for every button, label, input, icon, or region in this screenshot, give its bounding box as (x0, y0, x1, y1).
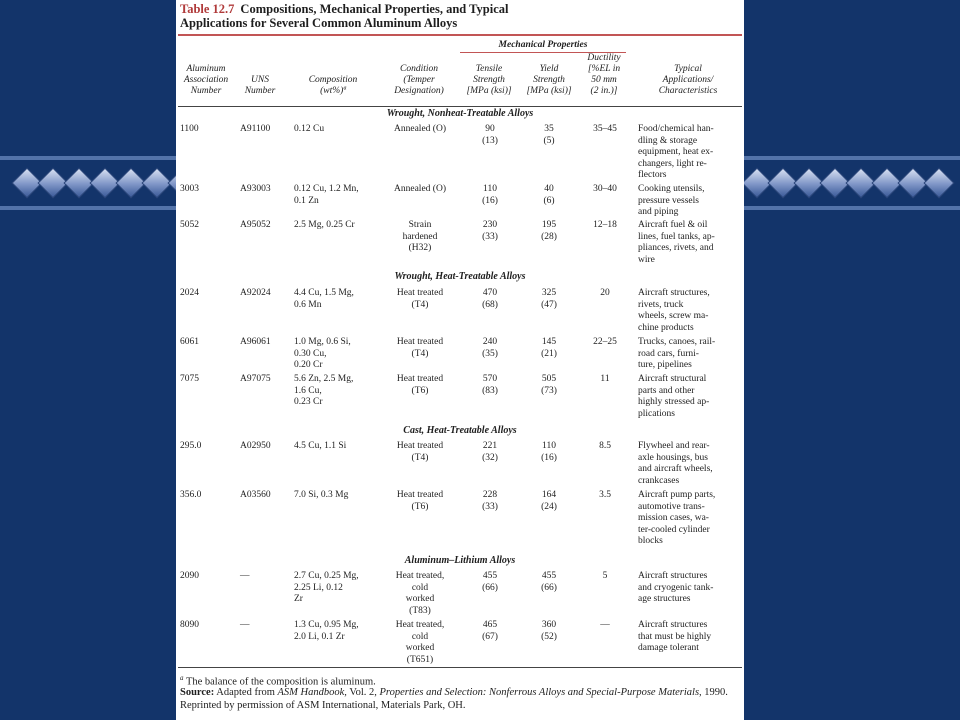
cell-cond (378, 490, 462, 513)
cell-comp (294, 490, 388, 502)
cell-cond (378, 184, 462, 196)
cell-tens-line: 240 (482, 337, 498, 347)
cell-aa: 2024 (180, 288, 199, 298)
cell-app-line: Aircraft structures (638, 620, 708, 630)
cell-app (638, 124, 742, 182)
cell-cond-line: Heat treated (396, 441, 444, 451)
header-uns (236, 75, 284, 97)
cell-app (638, 620, 742, 655)
footnote-text: The balance of the composition is aluminum. (185, 676, 376, 688)
cell-duct: 8.5 (599, 441, 611, 451)
cell-cond-line: Heat treated (396, 374, 444, 384)
cell-uns: A02950 (240, 441, 271, 451)
cell-app-line: Trucks, canoes, rail- (638, 337, 716, 347)
cell-comp-line: 0.6 Mn (294, 299, 322, 310)
cell-yield-line: 325 (541, 288, 557, 298)
cell-app-line: and cryogenic tank- (638, 582, 714, 593)
cell-comp-line: 1.3 Cu, 0.95 Mg, (294, 620, 359, 630)
cell-tens-line: 455 (482, 571, 498, 581)
cell-duct: 12–18 (593, 220, 617, 230)
decor-diamonds-right (744, 166, 952, 200)
cell-yield (518, 288, 580, 311)
cell-tens-line: (33) (482, 231, 498, 242)
header-app-line: Characteristics (658, 86, 718, 96)
cell-tens-line: (83) (482, 385, 498, 396)
cell-app-line: and piping (638, 207, 679, 217)
header-tens-line: [MPa (ksi)] (466, 86, 512, 96)
cell-comp (294, 441, 388, 453)
header-aa-line: Aluminum (186, 64, 226, 74)
cell-cond-line: (T83) (409, 605, 431, 616)
diamond-ornament (923, 167, 954, 198)
cell-duct: 11 (600, 374, 610, 384)
cell-app-line: highly stressed ap- (638, 397, 710, 407)
table-page (176, 0, 744, 720)
cell-app-line: flectors (638, 170, 667, 180)
header-comp (288, 75, 378, 97)
cell-app-line: Aircraft structures, (638, 288, 710, 298)
cell-duct: 3.5 (599, 490, 611, 500)
cell-comp-line: 2.25 Li, 0.12 (294, 582, 343, 593)
cell-cond (378, 124, 462, 136)
cell-app-line: ter-cooled cylinder (638, 524, 710, 535)
header-duct-line: Ductility (587, 53, 621, 63)
header-comp-line: (wt%)ª (320, 86, 346, 96)
cell-tens-line: (33) (482, 501, 498, 512)
cell-yield-line: 195 (541, 220, 557, 230)
cell-cond-line: worked (405, 594, 435, 604)
header-duct-line: [%EL in (587, 64, 621, 74)
cell-aa: 2090 (180, 571, 199, 581)
cell-app (638, 490, 742, 548)
cell-yield (518, 620, 580, 643)
cell-uns: A95052 (240, 220, 271, 230)
cell-uns: — (240, 571, 250, 581)
cell-yield-line: 110 (542, 441, 556, 451)
cell-uns: A93003 (240, 184, 271, 194)
cell-app (638, 288, 742, 334)
cell-cond-line: hardened (402, 231, 438, 242)
cell-cond (378, 220, 462, 255)
header-uns-line: Number (244, 86, 276, 96)
cell-comp-line: Zr (294, 594, 303, 604)
cell-yield-line: 145 (541, 337, 557, 347)
section-heading: Wrought, Heat-Treatable Alloys (394, 271, 526, 282)
cell-aa: 1100 (180, 124, 199, 134)
header-yield-line: [MPa (ksi)] (526, 86, 572, 96)
cell-app-line: blocks (638, 536, 663, 546)
cell-app (638, 184, 742, 219)
cell-aa: 5052 (180, 220, 199, 230)
cell-yield (518, 184, 580, 207)
cell-app-line: ture, pipelines (638, 360, 692, 370)
header-rule (178, 106, 742, 107)
cell-comp-line: 2.7 Cu, 0.25 Mg, (294, 571, 359, 581)
cell-tens (458, 571, 522, 594)
cell-yield-line: (16) (541, 452, 557, 463)
cell-comp-line: 0.12 Cu (294, 124, 325, 134)
cell-comp (294, 374, 388, 409)
cell-comp (294, 571, 388, 606)
cell-tens-line: 110 (483, 184, 497, 194)
section-heading: Aluminum–Lithium Alloys (404, 555, 516, 566)
cell-comp-line: 1.6 Cu, (294, 385, 322, 396)
table-title-line2: Applications for Several Common Aluminum Alloys (180, 16, 458, 30)
cell-comp (294, 288, 388, 311)
cell-yield-line: (52) (541, 631, 557, 642)
header-aa (176, 64, 236, 97)
cell-app-line: age structures (638, 594, 691, 604)
cell-cond-line: cold (411, 582, 429, 593)
cell-app-line: dling & storage (638, 135, 698, 146)
cell-tens (458, 124, 522, 147)
cell-app-line: plications (638, 408, 675, 419)
cell-tens-line: (32) (482, 452, 498, 463)
cell-cond-line: (T4) (411, 299, 429, 310)
cell-yield-line: (73) (541, 385, 557, 396)
cell-cond-line: worked (405, 643, 435, 653)
cell-aa: 6061 (180, 337, 199, 347)
cell-cond-line: Heat treated (396, 337, 444, 347)
cell-app-line: wheels, screw ma- (638, 311, 709, 321)
cell-cond-line: (T4) (411, 348, 429, 359)
cell-app-line: Aircraft structures (638, 571, 708, 581)
cell-yield-line: (21) (541, 348, 557, 359)
cell-cond (378, 441, 462, 464)
cell-app-line: rivets, truck (638, 299, 684, 310)
cell-app-line: Food/chemical han- (638, 124, 714, 134)
cell-yield-line: 164 (541, 490, 557, 500)
title-rule (178, 34, 742, 36)
cell-tens (458, 184, 522, 207)
header-app-line: Applications/ (662, 75, 714, 85)
header-yield-line: Strength (533, 75, 565, 85)
cell-tens-line: (67) (482, 631, 498, 642)
cell-app-line: wire (638, 254, 655, 265)
cell-yield (518, 220, 580, 243)
table-bottom-rule (178, 667, 742, 668)
cell-tens-line: 570 (482, 374, 498, 384)
cell-cond-line: (T6) (411, 385, 429, 396)
header-aa-line: Association (183, 75, 229, 85)
header-yield (518, 64, 580, 97)
cell-app (638, 374, 742, 420)
cell-cond-line: Heat treated (396, 490, 444, 500)
cell-app-line: mission cases, wa- (638, 513, 709, 523)
cell-yield (518, 337, 580, 360)
cell-app-line: Aircraft pump parts, (638, 490, 716, 500)
cell-comp (294, 337, 388, 372)
header-comp-line: Composition (308, 75, 358, 85)
cell-tens-line: (66) (482, 582, 498, 593)
mechanical-properties-header: Mechanical Properties (498, 40, 588, 50)
cell-uns: A96061 (240, 337, 271, 347)
cell-comp (294, 124, 388, 136)
cell-cond-line: Strain (408, 220, 432, 230)
cell-tens-line: 90 (485, 124, 495, 134)
cell-cond (378, 620, 462, 666)
cell-app-line: axle housings, bus (638, 452, 708, 463)
cell-app-line: changers, light re- (638, 158, 707, 169)
table-title-line1: Compositions, Mechanical Properties, and Typical (240, 2, 509, 16)
cell-cond (378, 571, 462, 617)
cell-tens (458, 490, 522, 513)
cell-tens (458, 441, 522, 464)
cell-duct: 30–40 (593, 184, 617, 194)
cell-yield-line: (6) (543, 195, 555, 206)
cell-app-line: equipment, heat ex- (638, 147, 714, 157)
cell-yield-line: 505 (541, 374, 557, 384)
cell-comp (294, 184, 388, 207)
section-heading: Cast, Heat-Treatable Alloys (403, 425, 517, 436)
cell-aa: 8090 (180, 620, 199, 630)
cell-cond (378, 337, 462, 360)
cell-duct: 35–45 (593, 124, 617, 134)
cell-comp-line: 0.1 Zn (294, 195, 319, 206)
cell-duct: — (600, 620, 610, 630)
cell-cond-line: Annealed (O) (394, 124, 446, 134)
cell-app-line: crankcases (638, 475, 680, 486)
cell-duct: 20 (600, 288, 610, 298)
cell-comp-line: 4.4 Cu, 1.5 Mg, (294, 288, 354, 298)
cell-comp (294, 220, 388, 232)
table-title (180, 2, 508, 30)
cell-tens-line: (16) (482, 195, 498, 206)
cell-yield (518, 571, 580, 594)
cell-tens-line: (68) (482, 299, 498, 310)
header-app-line: Typical (674, 64, 702, 74)
cell-aa: 356.0 (180, 490, 202, 500)
cell-comp-line: 2.5 Mg, 0.25 Cr (294, 220, 355, 230)
cell-app-line: pressure vessels (638, 195, 699, 206)
cell-tens (458, 220, 522, 243)
cell-cond-line: (T651) (406, 654, 434, 665)
cell-cond-line: (T6) (411, 501, 429, 512)
cell-comp-line: 4.5 Cu, 1.1 Si (294, 441, 347, 451)
cell-cond-line: Heat treated (396, 288, 444, 298)
cell-cond-line: Heat treated, (395, 571, 445, 581)
cell-app-line: road cars, furni- (638, 348, 699, 359)
cell-aa: 3003 (180, 184, 199, 194)
header-cond-line: Condition (399, 64, 438, 74)
cell-comp-line: 5.6 Zn, 2.5 Mg, (294, 374, 354, 384)
header-tens (458, 64, 520, 97)
cell-yield (518, 441, 580, 464)
cell-cond-line: Heat treated, (395, 620, 445, 630)
cell-comp-line: 2.0 Li, 0.1 Zr (294, 631, 345, 642)
source-note (180, 686, 740, 712)
cell-yield (518, 490, 580, 513)
cell-app (638, 337, 742, 372)
source-book: ASM Handbook, (277, 687, 347, 698)
cell-yield-line: (28) (541, 231, 557, 242)
cell-app-line: that must be highly (638, 631, 712, 642)
cell-tens-line: 221 (482, 441, 498, 451)
header-duct-line: 50 mm (591, 75, 617, 85)
cell-uns: A03560 (240, 490, 271, 500)
cell-app-line: lines, fuel tanks, ap- (638, 231, 715, 242)
cell-cond (378, 288, 462, 311)
cell-app-line: chine products (638, 322, 694, 333)
cell-comp (294, 620, 388, 643)
header-aa-line: Number (190, 86, 222, 96)
cell-cond-line: (H32) (408, 243, 432, 253)
cell-app-line: Aircraft structural (638, 374, 707, 384)
cell-yield-line: 455 (541, 571, 557, 581)
cell-app-line: pliances, rivets, and (638, 243, 714, 253)
header-duct-line: (2 in.)] (590, 86, 618, 96)
cell-uns: A91100 (240, 124, 271, 134)
cell-tens-line: (13) (482, 135, 498, 146)
header-tens-line: Strength (473, 75, 505, 85)
cell-yield-line: 40 (544, 184, 554, 194)
section-heading: Wrought, Nonheat-Treatable Alloys (386, 108, 534, 119)
cell-cond-line: Annealed (O) (394, 184, 446, 194)
cell-app-line: parts and other (638, 385, 695, 396)
cell-duct: 22–25 (593, 337, 617, 347)
cell-tens-line: 465 (482, 620, 498, 630)
cell-tens-line: 230 (482, 220, 498, 230)
cell-app-line: damage tolerant (638, 643, 699, 653)
header-cond-line: (Temper (403, 75, 435, 85)
cell-app-line: and aircraft wheels, (638, 464, 713, 474)
cell-comp-line: 0.30 Cu, (294, 348, 327, 359)
cell-tens-line: (35) (482, 348, 498, 359)
cell-comp-line: 0.23 Cr (294, 397, 323, 407)
cell-yield-line: (5) (543, 135, 555, 146)
cell-yield (518, 124, 580, 147)
cell-cond-line: (T4) (411, 452, 429, 463)
source-post: 1990. Reprinted by permission of ASM International, Materials Park, OH. (180, 687, 728, 711)
cell-uns: A92024 (240, 288, 271, 298)
cell-tens (458, 337, 522, 360)
cell-comp-line: 1.0 Mg, 0.6 Si, (294, 337, 351, 347)
cell-yield-line: 35 (544, 124, 554, 134)
header-app (638, 64, 738, 97)
cell-yield-line: (24) (541, 501, 557, 512)
cell-tens (458, 620, 522, 643)
cell-yield-line: 360 (541, 620, 557, 630)
cell-uns: A97075 (240, 374, 271, 384)
cell-cond-line: cold (411, 631, 429, 642)
cell-comp-line: 0.12 Cu, 1.2 Mn, (294, 184, 359, 194)
cell-app-line: Aircraft fuel & oil (638, 220, 708, 230)
cell-app (638, 441, 742, 487)
cell-app (638, 220, 742, 266)
header-tens-line: Tensile (475, 64, 503, 74)
header-yield-line: Yield (539, 64, 559, 74)
source-title: Properties and Selection: Nonferrous Alloys and Special-Purpose Materials, (379, 687, 702, 698)
cell-tens-line: 470 (482, 288, 498, 298)
header-cond-line: Designation) (394, 86, 444, 96)
cell-app-line: Cooking utensils, (638, 184, 705, 194)
source-mid: Vol. 2, (349, 687, 377, 698)
cell-tens (458, 288, 522, 311)
header-uns-line: UNS (251, 75, 269, 85)
cell-comp-line: 7.0 Si, 0.3 Mg (294, 490, 349, 500)
footnote-mark: a (180, 674, 184, 682)
cell-uns: — (240, 620, 250, 630)
cell-yield-line: (47) (541, 299, 557, 310)
source-pre: Adapted from (216, 687, 275, 698)
header-duct (578, 53, 630, 97)
cell-comp-line: 0.20 Cr (294, 360, 323, 370)
header-cond (380, 64, 458, 97)
table-number: Table 12.7 (180, 2, 235, 16)
cell-app-line: automotive trans- (638, 501, 705, 512)
cell-tens-line: 228 (482, 490, 498, 500)
source-label: Source: (180, 687, 215, 698)
cell-aa: 7075 (180, 374, 199, 384)
cell-duct: 5 (602, 571, 608, 581)
cell-tens (458, 374, 522, 397)
cell-cond (378, 374, 462, 397)
cell-aa: 295.0 (180, 441, 202, 451)
cell-app (638, 571, 742, 606)
cell-yield (518, 374, 580, 397)
cell-yield-line: (66) (541, 582, 557, 593)
cell-app-line: Flywheel and rear- (638, 441, 710, 451)
